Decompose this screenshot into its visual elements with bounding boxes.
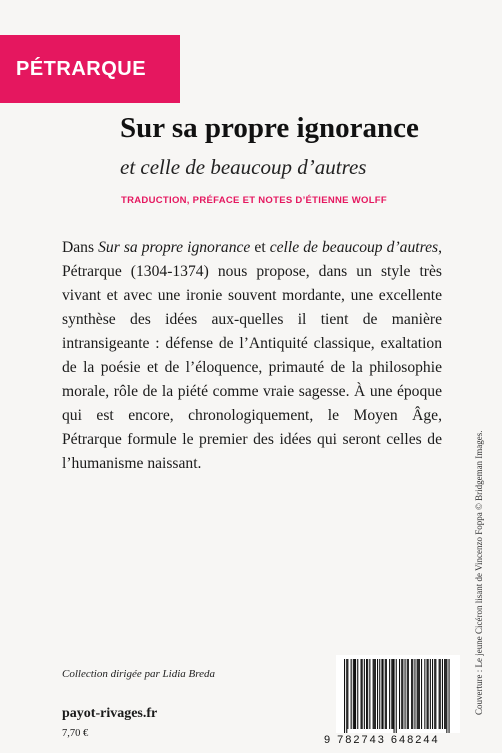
blurb-subtitle-italic: celle de beaucoup d’autres <box>269 239 439 256</box>
book-title: Sur sa propre ignorance <box>120 112 419 144</box>
translation-credits: TRADUCTION, PRÉFACE ET NOTES D’ÉTIENNE WOLFF <box>121 195 388 206</box>
blurb-part-2: et <box>250 239 270 256</box>
cover-photo-credit: Couverture : Le jeune Cicéron lisant de Vincenzo Foppa © Bridgeman Images. <box>474 430 484 715</box>
blurb-part-3: , Pétrarque (1304-1374) nous propose, dans un style très vivant et avec une ironie souvent mordante, une excellente synthèse des idées aux-quelles il tient de manière intransigeante : défense de l’Antiquité classique, exaltation de la poésie et de l’éloquence, primauté de la philosophie morale, rôle de la piété comme vraie sagesse. À une époque qui est encore, chronologiquement, le Moyen Âge, Pétrarque formule le premier des idées qui seront celles de l’humanisme naissant. <box>62 239 442 472</box>
back-cover-blurb <box>62 236 442 476</box>
author-name: PÉTRARQUE <box>16 58 147 80</box>
blurb-title-italic: Sur sa propre ignorance <box>98 239 251 256</box>
publisher-website: payot-rivages.fr <box>62 706 158 721</box>
barcode-bars <box>336 655 460 733</box>
collection-director: Collection dirigée par Lidia Breda <box>62 668 215 680</box>
price: 7,70 € <box>62 728 89 739</box>
barcode <box>336 655 460 733</box>
book-subtitle: et celle de beaucoup d’autres <box>120 155 367 179</box>
blurb-part-1: Dans <box>62 239 99 256</box>
barcode-number: 9 782743 648244 <box>324 734 440 746</box>
